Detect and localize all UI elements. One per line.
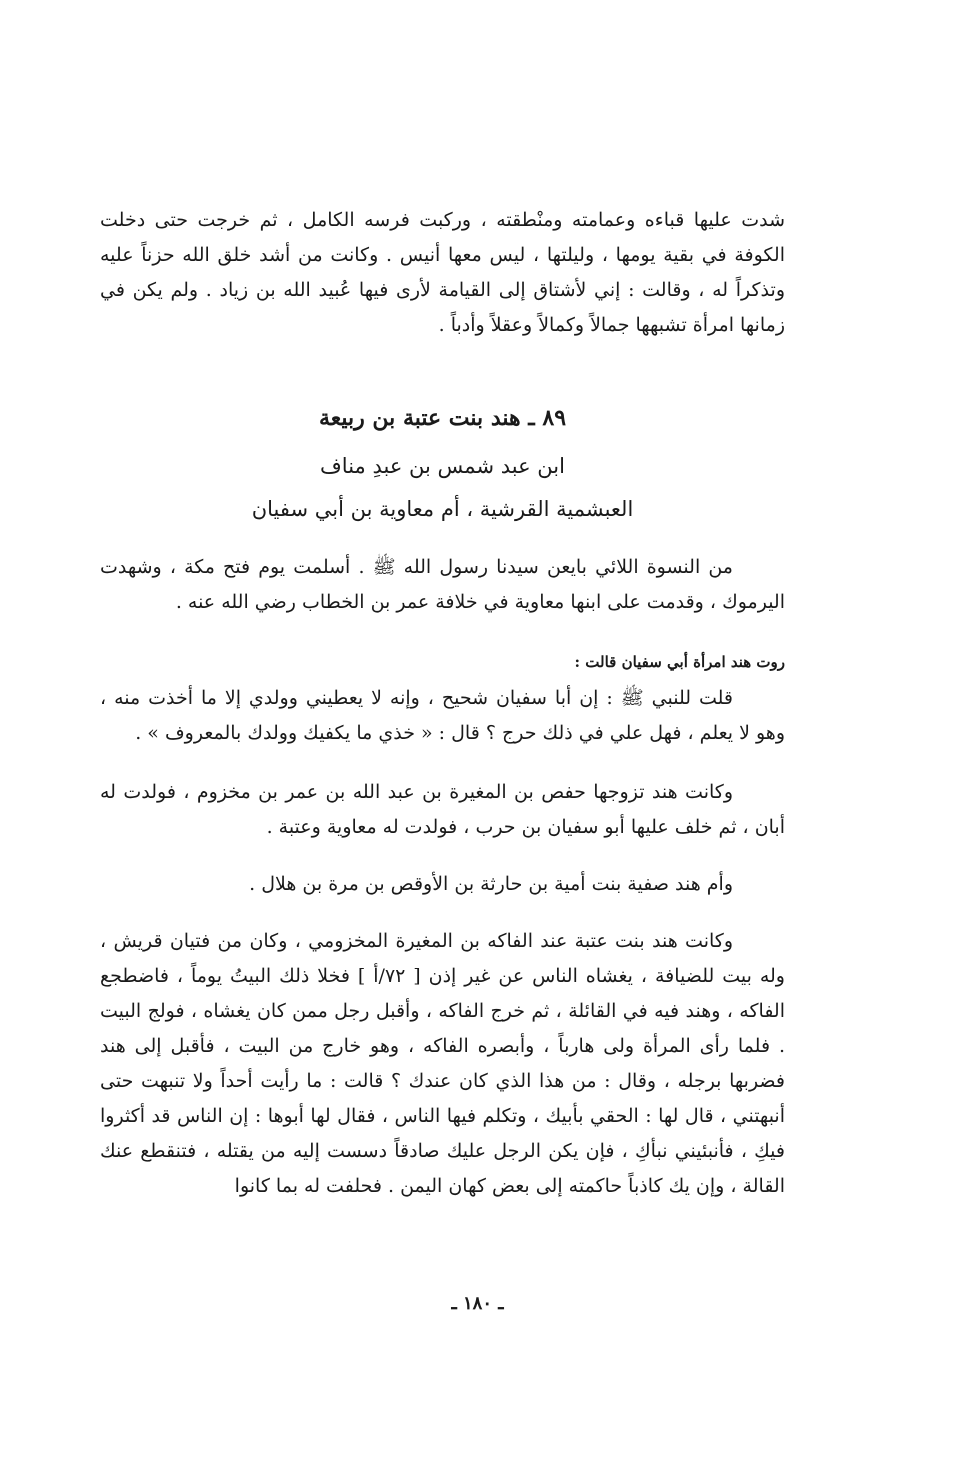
mother-block <box>100 867 785 902</box>
top-paragraph-block <box>100 203 785 343</box>
top-paragraph: شدت عليها قباءه وعمامته ومنْطقته ، وركبت فرسه الكامل ، ثم خرجت حتى دخلت الكوفة في بقية يومها ، وليلتها ، ليس معها أنيس . وكانت من أشد خلق الله حزناً عليه وتذكراً له ، وقالت : إني لأشتاق إلى القيامة لأرى فيها عُبيد الله بن زياد . ولم يكن في زمانها امرأة تشبهها جمالاً وكمالاً وعقلاً وأدباً . <box>100 209 785 336</box>
narration-paragraph: قلت للنبي ﷺ : إن أبا سفيان شحيح ، وإنه لا يعطيني وولدي إلا ما أخذت منه ، وهو لا يعلم ، فهل علي في ذلك حرج ؟ قال : « خذي ما يكفيك وولدك بالمعروف » . <box>100 687 785 744</box>
narration-block <box>100 681 785 751</box>
intro-block <box>100 550 785 620</box>
intro-paragraph: من النسوة اللائي بايعن سيدنا رسول الله ﷺ . أسلمت يوم فتح مكة ، وشهدت اليرموك ، وقدمت على ابنها معاوية في خلافة عمر بن الخطاب رضي الله عنه . <box>100 556 785 613</box>
marriage-block <box>100 775 785 845</box>
section-subtitle-kin: العبشمية القرشية ، أم معاوية بن أبي سفيان <box>251 497 634 521</box>
page-number: ـ ١٨٠ ـ <box>451 1293 504 1314</box>
mother-paragraph: وأم هند صفية بنت أمية بن حارثة بن الأوقص بن مرة بن هلال . <box>249 873 733 895</box>
marriage-paragraph: وكانت هند تزوجها حفص بن المغيرة بن عبد الله بن عمر بن مخزوم ، فولدت له أبان ، ثم خلف عليها أبو سفيان بن حرب ، فولدت له معاوية وعتبة . <box>100 781 785 838</box>
narration-heading: روت هند امرأة أبي سفيان قالت : <box>574 653 785 671</box>
section-title: ٨٩ ـ هند بنت عتبة بن ربيعة <box>318 405 567 431</box>
story-block <box>100 924 785 1204</box>
section-subtitle-lineage: ابن عبد شمس بن عبدِ مناف <box>320 454 565 478</box>
story-paragraph: وكانت هند بنت عتبة عند الفاكه بن المغيرة المخزومي ، وكان من فتيان قريش ، وله بيت للضيافة ، يغشاه الناس عن غير إذن [ ٧٢/أ ] فخلا ذلك البيتُ يوماً ، فاضطجع الفاكه ، وهند فيه في القائلة ، ثم خرج الفاكه ، وأقبل رجل ممن كان يغشاه ، فولج البيت . فلما رأى المرأة ولى هارباً ، وأبصره الفاكه ، وهو خارج من البيت ، فأقبل إلى هند فضربها برجله ، وقال : من هذا الذي كان عندك ؟ قالت : ما رأيت أحداً ولا تنبهت حتى أنبهتني ، قال لها : الحقي بأبيك ، وتكلم فيها الناس ، فقال لها أبوها : إن الناس قد أكثروا فيكِ ، فأنبئيني نبأكِ ، فإن يكن الرجل عليك صادقاً دسست إليه من يقتله ، فتنقطع عنك القالة ، وإن يك كاذباً حاكمته إلى بعض كهان اليمن . فحلفت له بما كانوا <box>100 930 785 1197</box>
